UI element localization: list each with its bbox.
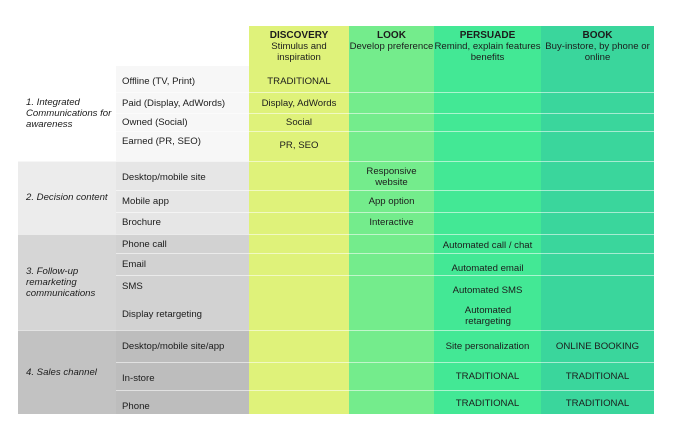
header-persuade — [434, 26, 541, 66]
row-label: Owned (Social) — [122, 116, 188, 128]
customer-journey-matrix — [18, 26, 654, 414]
row-label: Phone — [122, 400, 150, 412]
row-label: Mobile app — [122, 195, 169, 207]
discovery-cell: TRADITIONAL — [267, 75, 331, 87]
header-look-title: LOOK — [377, 30, 406, 41]
row-divider — [116, 212, 654, 213]
header-look — [349, 26, 434, 66]
header-discovery-subtitle: Stimulus and inspiration — [271, 41, 327, 63]
header-look-subtitle: Develop preference — [349, 41, 434, 52]
row-label: Desktop/mobile site — [122, 171, 206, 183]
row-divider — [116, 275, 654, 276]
discovery-cell: Display, AdWords — [261, 97, 337, 109]
persuade-cell: Automated email — [451, 262, 524, 274]
persuade-cell: Automated call / chat — [442, 239, 533, 251]
discovery-cell: PR, SEO — [279, 139, 319, 151]
row-divider — [116, 131, 654, 132]
row-divider — [18, 234, 654, 235]
row-divider — [116, 92, 654, 93]
persuade-cell: Automated SMS — [452, 284, 523, 296]
book-cell: TRADITIONAL — [565, 397, 630, 409]
row-divider — [18, 161, 654, 162]
group-4-label: 4. Sales channel — [18, 330, 116, 414]
look-cell: Interactive — [369, 216, 414, 228]
header-persuade-title: PERSUADE — [459, 30, 516, 41]
persuade-cell: TRADITIONAL — [455, 397, 520, 409]
row-label: Brochure — [122, 216, 161, 228]
row-divider — [18, 330, 654, 331]
row-divider — [116, 190, 654, 191]
row-label: In-store — [122, 372, 155, 384]
row-label: Earned (PR, SEO) — [122, 135, 201, 147]
header-book-subtitle: Buy-instore, by phone or online — [545, 41, 650, 63]
group-2-label: 2. Decision content — [18, 161, 116, 234]
header-discovery — [249, 26, 349, 66]
row-label: Desktop/mobile site/app — [122, 340, 225, 352]
persuade-cell: Automated retargeting — [464, 305, 512, 327]
row-divider — [116, 253, 654, 254]
row-divider — [116, 362, 654, 363]
book-cell: ONLINE BOOKING — [555, 340, 640, 352]
header-persuade-subtitle: Remind, explain features benefits — [434, 41, 541, 63]
group-1-label: 1. Integrated Communications for awareness — [18, 66, 116, 161]
row-label: SMS — [122, 280, 143, 292]
row-label: Paid (Display, AdWords) — [122, 97, 226, 109]
row-label: Email — [122, 258, 146, 270]
header-discovery-title: DISCOVERY — [269, 30, 329, 41]
row-divider — [116, 390, 654, 391]
row-label: Phone call — [122, 238, 167, 250]
look-cell: Responsive website — [366, 166, 417, 188]
look-cell: App option — [368, 195, 415, 207]
row-divider — [116, 113, 654, 114]
persuade-cell: Site personalization — [445, 340, 530, 352]
discovery-cell: Social — [285, 116, 313, 128]
header-book — [541, 26, 654, 66]
group-3-label: 3. Follow-up remarketing communications — [18, 234, 116, 330]
header-book-title: BOOK — [582, 30, 613, 41]
book-cell: TRADITIONAL — [565, 370, 630, 382]
persuade-cell: TRADITIONAL — [455, 370, 520, 382]
row-label: Offline (TV, Print) — [122, 75, 196, 87]
row-label: Display retargeting — [122, 308, 202, 320]
